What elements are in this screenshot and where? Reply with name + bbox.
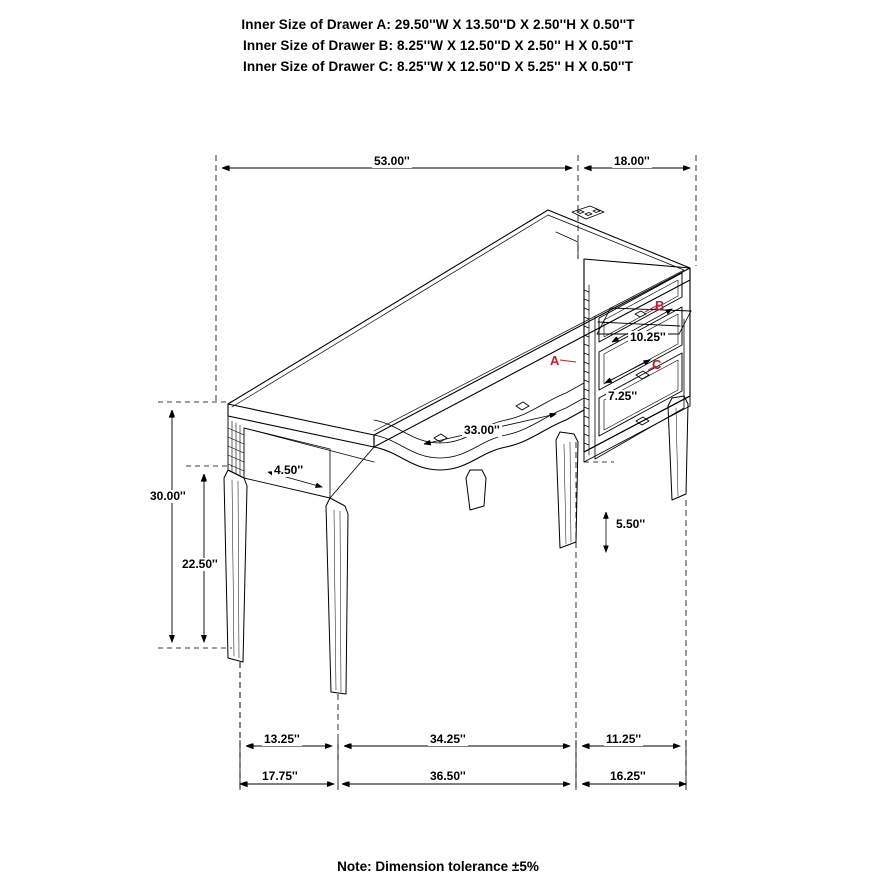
drawer-a-spec: Inner Size of Drawer A: 29.50''W X 13.50''D X 2.50''H X 0.50''T [241,17,635,32]
tolerance-note: Note: Dimension tolerance ±5% [337,859,539,874]
callout-c: C [652,357,662,372]
dim-drawer-c-width: 7.25'' [608,389,638,403]
callout-b: B [655,298,665,313]
callout-a: A [550,353,560,368]
dim-bottom-outer-right: 16.25'' [610,769,646,783]
dim-knee-width: 4.50'' [274,463,304,477]
dim-bottom-inner-right: 11.25'' [606,732,642,746]
dim-apron-height: 22.50'' [182,557,218,571]
dim-bottom-outer-left: 17.75'' [262,769,298,783]
drawer-c-spec: Inner Size of Drawer C: 8.25''W X 12.50''D X 5.25'' H X 0.50''T [243,59,633,74]
dim-bottom-outer-center: 36.50'' [430,769,466,783]
dim-bottom-inner-left: 13.25'' [264,732,300,746]
dim-top-left-width: 53.00'' [374,154,410,168]
drawer-b-spec: Inner Size of Drawer B: 8.25''W X 12.50''D X 2.50'' H X 0.50''T [243,38,633,53]
dim-top-right-width: 18.00'' [614,154,650,168]
dim-bottom-inner-center: 34.25'' [430,732,466,746]
dim-cabinet-clearance: 5.50'' [616,517,646,531]
dim-desk-depth: 33.00'' [464,423,500,437]
dim-drawer-b-width: 10.25'' [630,330,666,344]
dim-total-height: 30.00'' [150,489,186,503]
